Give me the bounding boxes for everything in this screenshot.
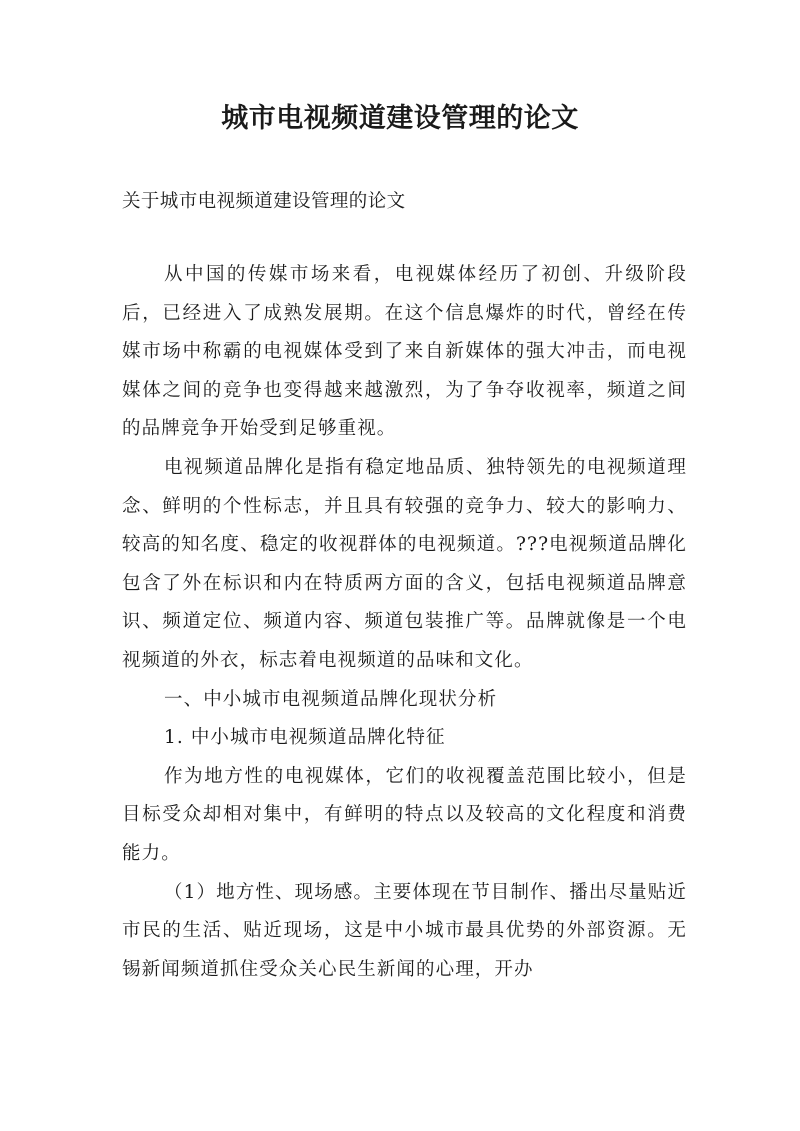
paragraph: （1）地方性、现场感。主要体现在节目制作、播出尽量贴近市民的生活、贴近现场，这是中小城市最具优势的外部资源。无锡新闻频道抓住受众关心民生新闻的心理，开办	[122, 881, 687, 980]
subsection-heading: 1. 中小城市电视频道品牌化特征	[164, 727, 446, 749]
document-subtitle: 关于城市电视频道建设管理的论文	[122, 191, 406, 212]
document-body	[122, 256, 687, 989]
paragraph: 从中国的传媒市场来看，电视媒体经历了初创、升级阶段后，已经进入了成熟发展期。在这个信息爆炸的时代，曾经在传媒市场中称霸的电视媒体受到了来自新媒体的强大冲击，而电视媒体之间的竞争也变得越来越激烈，为了争夺收视率，频道之间的品牌竞争开始受到足够重视。	[122, 264, 687, 440]
paragraph: 电视频道品牌化是指有稳定地品质、独特领先的电视频道理念、鲜明的个性标志，并且具有较强的竞争力、较大的影响力、较高的知名度、稳定的收视群体的电视频道。???电视频道品牌化包含了外在标识和内在特质两方面的含义，包括电视频道品牌意识、频道定位、频道内容、频道包装推广等。品牌就像是一个电视频道的外衣，标志着电视频道的品味和文化。	[122, 456, 687, 671]
section-heading: 一、中小城市电视频道品牌化现状分析	[164, 688, 498, 710]
paragraph: 作为地方性的电视媒体，它们的收视覆盖范围比较小，但是目标受众却相对集中，有鲜明的特点以及较高的文化程度和消费能力。	[122, 765, 687, 864]
document-title: 城市电视频道建设管理的论文	[221, 103, 579, 134]
